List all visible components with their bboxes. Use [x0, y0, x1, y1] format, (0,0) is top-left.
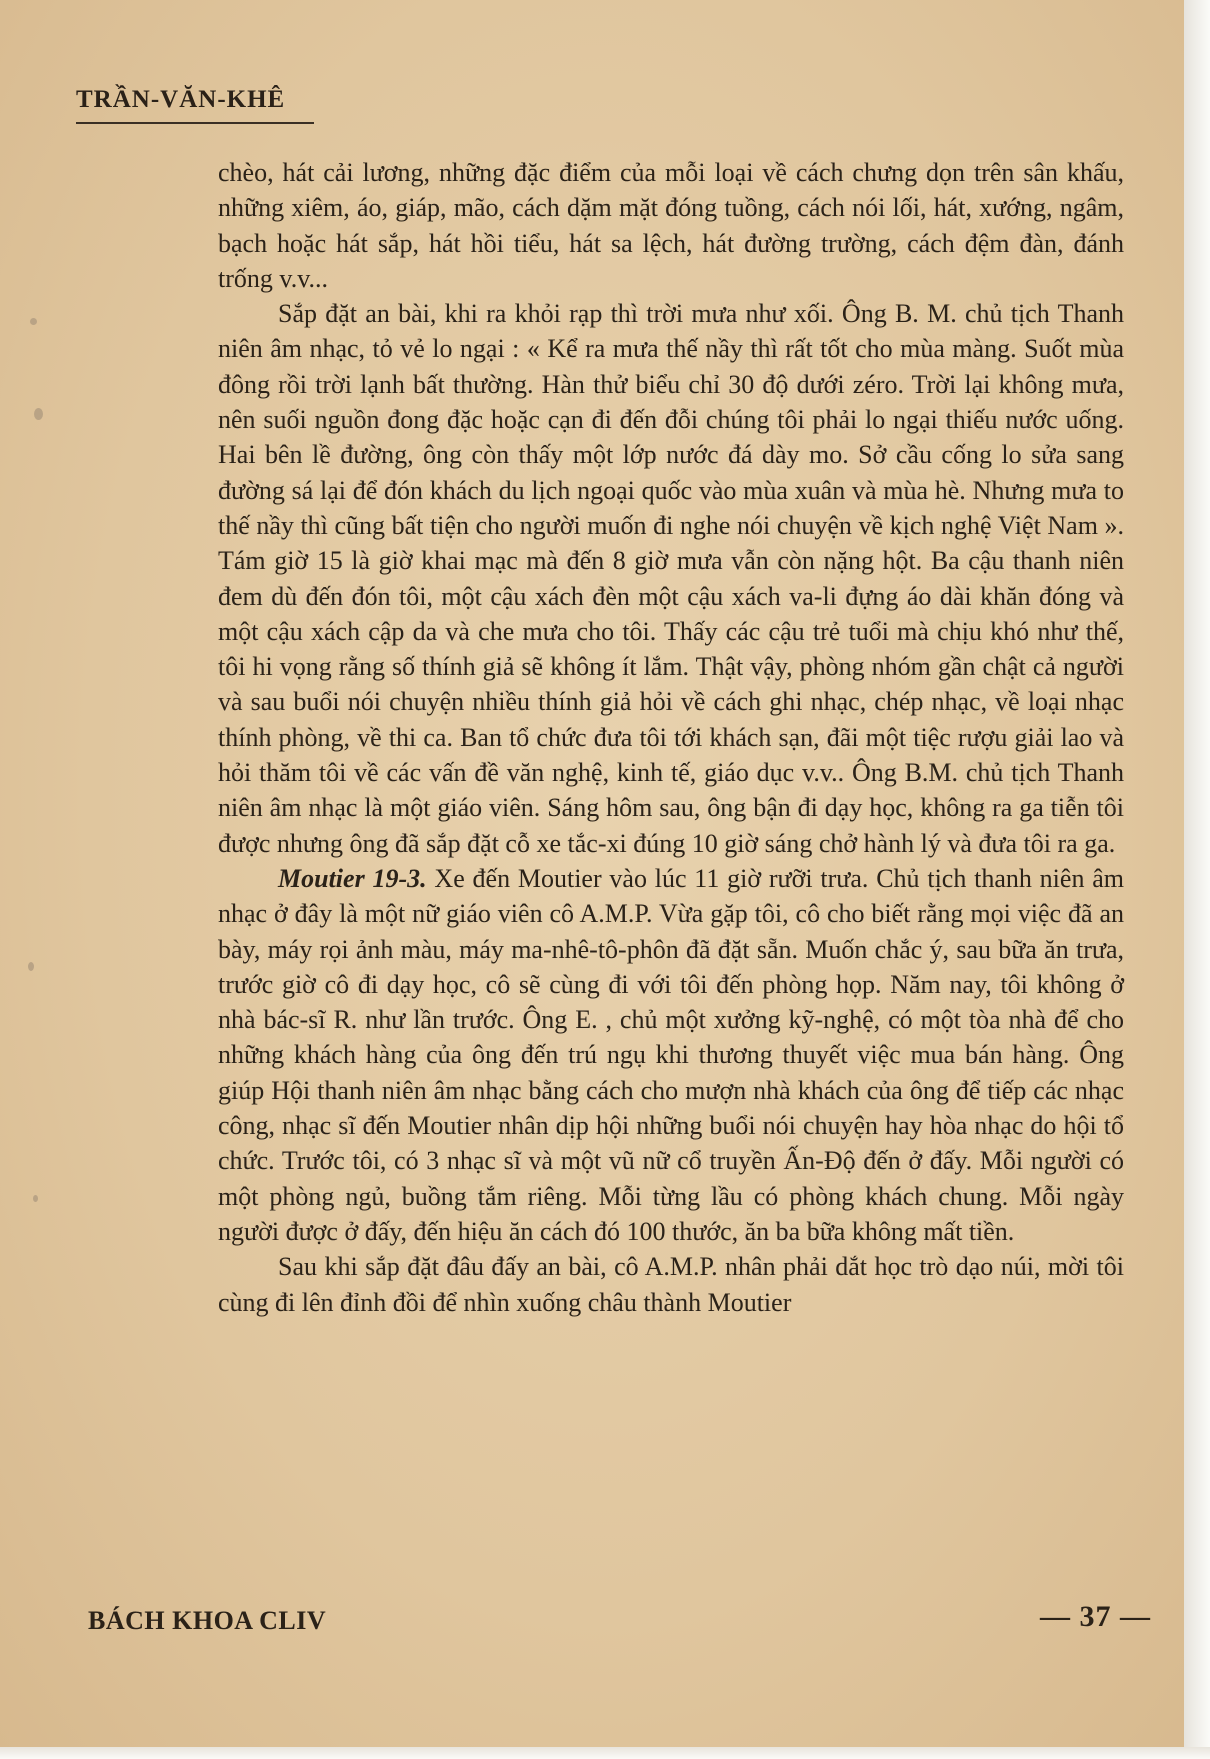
publication-name: BÁCH KHOA CLIV [88, 1606, 327, 1635]
paragraph-3-text: Xe đến Moutier vào lúc 11 giờ rưỡi trưa. Chủ tịch thanh niên âm nhạc ở đây là một nữ giáo viên cô A.M.P. Vừa gặp tôi, cô cho biết rằng mọi việc đã an bày, máy rọi ảnh màu, máy ma-nhê-tô-phôn đã đặt sẵn. Muốn chắc ý, sau bữa ăn trưa, trước giờ cô đi dạy học, cô sẽ cùng đi với tôi đến phòng họp. Năm nay, tôi không ở nhà bác-sĩ R. như lần trước. Ông E. , chủ một xưởng kỹ-nghệ, có một tòa nhà để cho những khách hàng của ông đến trú ngụ khi thương thuyết việc mua bán hàng. Ông giúp Hội thanh niên âm nhạc bằng cách cho mượn nhà khách của ông để tiếp các nhạc công, nhạc sĩ đến Moutier nhân dịp hội những buổi nói chuyện hay hòa nhạc do hội tổ chức. Trước tôi, có 3 nhạc sĩ và một vũ nữ cổ truyền Ấn-Độ đến ở đấy. Mỗi người có một phòng ngủ, buồng tắm riêng. Mỗi từng lầu có phòng khách chung. Mỗi ngày người được ở đấy, đến hiệu ăn cách đó 100 thước, ăn ba bữa không mất tiền. [218, 863, 1124, 1246]
dateline: Moutier 19-3. [278, 863, 427, 893]
paragraph-4: Sau khi sắp đặt đâu đấy an bài, cô A.M.P. nhân phải dắt học trò dạo núi, mời tôi cùng đi lên đỉnh đồi để nhìn xuống châu thành Moutier [218, 1252, 1124, 1317]
header-rule [76, 122, 314, 124]
running-title: TRẦN-VĂN-KHÊ [76, 86, 286, 113]
page-number: — 37 — [1040, 1600, 1151, 1633]
paper-speck [30, 318, 37, 325]
paragraph-2: Sắp đặt an bài, khi ra khỏi rạp thì trời mưa như xối. Ông B. M. chủ tịch Thanh niên âm nhạc, tỏ vẻ lo ngại : « Kể ra mưa thế nầy thì rất tốt cho mùa màng. Suốt mùa đông rồi trời lạnh bất thường. Hàn thử biểu chỉ 30 độ dưới zéro. Trời lại không mưa, nên suối nguồn đong đặc hoặc cạn đi đến đỗi chúng tôi phải lo ngại thiếu nước uống. Hai bên lề đường, ông còn thấy một lớp nước đá dày mo. Sở cầu cống lo sửa sang đường sá lại để đón khách du lịch ngoại quốc vào mùa xuân và mùa hè. Nhưng mưa to thế nầy thì cũng bất tiện cho người muốn đi nghe nói chuyện về kịch nghệ Việt Nam ». Tám giờ 15 là giờ khai mạc mà đến 8 giờ mưa vẫn còn nặng hột. Ba cậu thanh niên đem dù đến đón tôi, một cậu xách đèn một cậu xách va-li đựng áo dài khăn đóng và một cậu xách cập da và che mưa cho tôi. Thấy các cậu trẻ tuổi mà chịu khó như thế, tôi hi vọng rằng số thính giả sẽ không ít lắm. Thật vậy, phòng nhóm gần chật cả người và sau buổi nói chuyện nhiều thính giả hỏi về cách ghi nhạc, chép nhạc, về loại nhạc thính phòng, về thi ca. Ban tổ chức đưa tôi tới khách sạn, đãi một tiệc rượu giải lao và hỏi thăm tôi về các vấn đề văn nghệ, kinh tế, giáo dục v.v.. Ông B.M. chủ tịch Thanh niên âm nhạc là một giáo viên. Sáng hôm sau, ông bận đi dạy học, không ra ga tiễn tôi được nhưng ông đã sắp đặt cỗ xe tắc-xi đúng 10 giờ sáng chở hành lý và đưa tôi ra ga. [218, 299, 1124, 858]
article-body [218, 155, 1124, 1320]
scan-edge-right [1184, 0, 1210, 1759]
paragraph-1: chèo, hát cải lương, những đặc điểm của mỗi loại về cách chưng dọn trên sân khấu, những xiêm, áo, giáp, mão, cách dặm mặt đóng tuồng, cách nói lối, hát, xướng, ngâm, bạch hoặc hát sắp, hát hồi tiểu, hát sa lệch, hát đường trường, cách đệm đàn, đánh trống v.v... [218, 158, 1124, 293]
scan-edge-bottom [0, 1747, 1210, 1759]
paper-speck [34, 408, 43, 420]
paper-speck [28, 962, 34, 971]
paper-speck [33, 1195, 38, 1202]
paragraph-3 [218, 861, 1124, 1249]
